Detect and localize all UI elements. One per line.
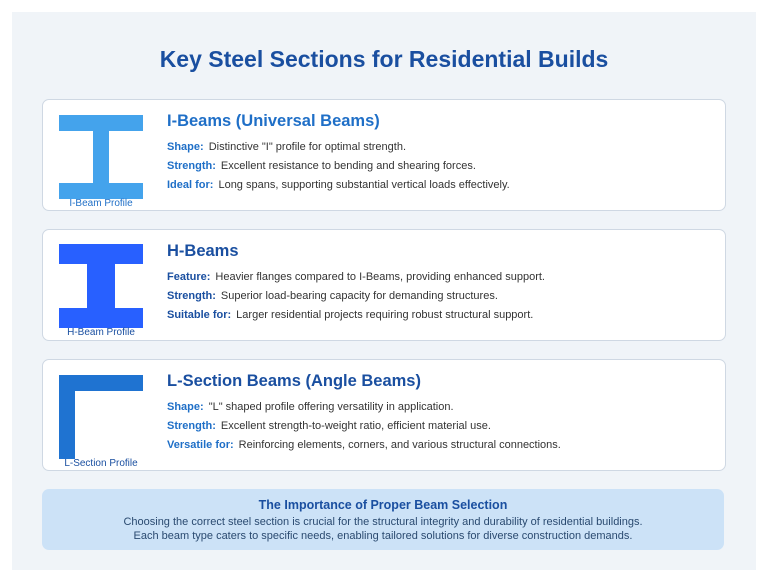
i-beam-profile-caption: I-Beam Profile — [69, 198, 133, 209]
h-beam-info — [167, 242, 715, 325]
i-beam-card — [42, 99, 726, 211]
i-beam-row-shape — [167, 138, 715, 157]
l-section-info — [167, 372, 715, 455]
h-beam-profile-icon — [59, 244, 143, 328]
row-label: Feature: — [167, 271, 211, 283]
h-beam-row-feature — [167, 268, 715, 287]
row-text: Excellent strength-to-weight ratio, efficient material use. — [220, 420, 491, 432]
h-beam-card — [42, 229, 726, 341]
i-beam-row-ideal — [167, 176, 715, 195]
infographic-panel — [12, 12, 756, 570]
i-beam-heading: I-Beams (Universal Beams) — [167, 112, 380, 130]
row-text: Distinctive "I" profile for optimal strength. — [208, 141, 407, 153]
l-section-profile-icon — [59, 375, 143, 459]
l-section-profile-caption: L-Section Profile — [64, 458, 138, 469]
row-text: Larger residential projects requiring robust structural support. — [236, 309, 534, 321]
i-beam-bottom-flange — [59, 183, 143, 199]
i-beam-profile-icon — [59, 115, 143, 199]
row-text: Reinforcing elements, corners, and various structural connections. — [238, 439, 561, 451]
h-beam-top-flange — [59, 244, 143, 264]
l-section-vertical-leg — [59, 375, 75, 459]
row-label: Shape: — [167, 141, 204, 153]
row-label: Ideal for: — [167, 179, 214, 191]
row-text: Superior load-bearing capacity for demanding structures. — [220, 290, 498, 302]
summary-box — [42, 489, 724, 550]
row-text: Long spans, supporting substantial vertical loads effectively. — [218, 179, 510, 191]
i-beam-info — [167, 112, 715, 195]
page-title: Key Steel Sections for Residential Builds — [159, 46, 609, 72]
row-text: "L" shaped profile offering versatility in application. — [208, 401, 454, 413]
summary-heading: The Importance of Proper Beam Selection — [258, 498, 508, 512]
i-beam-row-strength — [167, 157, 715, 176]
l-section-card — [42, 359, 726, 471]
i-beam-web — [93, 131, 109, 183]
h-beam-web — [87, 264, 115, 308]
row-label: Suitable for: — [167, 309, 232, 321]
h-beam-profile-caption: H-Beam Profile — [67, 327, 135, 338]
row-label: Strength: — [167, 160, 216, 172]
l-section-row-shape — [167, 398, 715, 417]
row-label: Strength: — [167, 290, 216, 302]
l-section-heading: L-Section Beams (Angle Beams) — [167, 372, 421, 390]
i-beam-top-flange — [59, 115, 143, 131]
h-beam-bottom-flange — [59, 308, 143, 328]
l-section-row-versatile — [167, 436, 715, 455]
h-beam-heading: H-Beams — [167, 242, 239, 260]
h-beam-row-strength — [167, 287, 715, 306]
row-text: Excellent resistance to bending and shearing forces. — [220, 160, 476, 172]
row-label: Strength: — [167, 420, 216, 432]
h-beam-row-suitable — [167, 306, 715, 325]
row-label: Versatile for: — [167, 439, 234, 451]
row-text: Heavier flanges compared to I-Beams, providing enhanced support. — [215, 271, 545, 283]
summary-line-1: Choosing the correct steel section is crucial for the structural integrity and durability of residential buildings. — [123, 516, 643, 528]
l-section-row-strength — [167, 417, 715, 436]
row-label: Shape: — [167, 401, 204, 413]
summary-line-2: Each beam type caters to specific needs, enabling tailored solutions for diverse construction demands. — [133, 530, 633, 542]
